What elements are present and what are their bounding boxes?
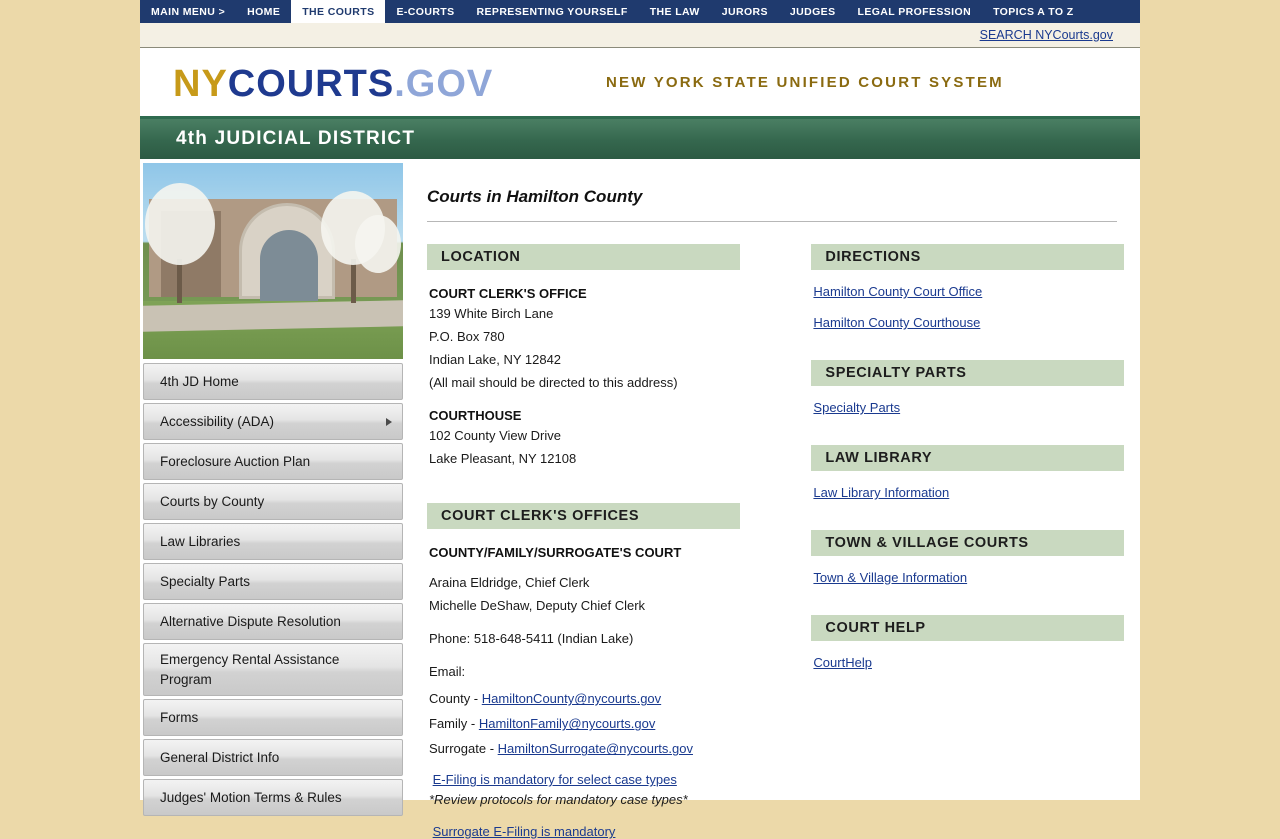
- deputy-chief-clerk-name: Michelle DeShaw, Deputy Chief Clerk: [429, 597, 646, 613]
- family-email-link[interactable]: HamiltonFamily@nycourts.gov: [478, 716, 656, 732]
- district-title: 4th JUDICIAL DISTRICT: [176, 128, 416, 149]
- sidebar-item-label: Alternative Dispute Resolution: [160, 613, 341, 629]
- efiling-note: *Review protocols for mandatory case types*: [429, 792, 688, 808]
- clerk-offices-court-label: COUNTY/FAMILY/SURROGATE'S COURT: [429, 545, 682, 561]
- town-village-information-link[interactable]: Town & Village Information: [813, 570, 968, 585]
- sidebar-item-label: Accessibility (ADA): [160, 413, 275, 429]
- law-library-link-row: [813, 484, 1125, 502]
- courthouse-address-line-1: 102 County View Drive: [429, 428, 561, 444]
- town-village-link-row: [813, 569, 1125, 587]
- clerk-phone: Phone: 518-648-5411 (Indian Lake): [429, 630, 634, 646]
- sidebar-item-label: Specialty Parts: [160, 573, 251, 589]
- surrogate-efiling-row: [429, 824, 775, 839]
- courthelp-link[interactable]: CourtHelp: [813, 655, 872, 670]
- photo-tree-far-right: [355, 215, 401, 273]
- directions-block: [811, 283, 1125, 332]
- sidebar-nav-list: [140, 363, 405, 816]
- left-column: [427, 244, 775, 839]
- specialty-parts-link[interactable]: Specialty Parts: [813, 400, 901, 415]
- sidebar: [140, 159, 405, 819]
- sidebar-item-label: Forms: [160, 709, 199, 725]
- photo-tree-trunk-left: [177, 259, 182, 303]
- court-help-link-row: [813, 654, 1125, 672]
- efiling-row: [429, 772, 775, 787]
- photo-tree-trunk-right: [351, 259, 356, 303]
- clerk-offices-section-header: COURT CLERK'S OFFICES: [427, 503, 740, 529]
- chevron-right-icon: [386, 418, 392, 426]
- specialty-parts-section-header: SPECIALTY PARTS: [811, 360, 1124, 386]
- logo-courts: COURTS: [227, 63, 395, 105]
- logo-gov: .GOV: [394, 63, 494, 105]
- clerk-address-line-1: 139 White Birch Lane: [429, 306, 554, 321]
- location-block: [427, 286, 775, 469]
- courthouse-address-line-2: Lake Pleasant, NY 12108: [429, 451, 577, 467]
- court-help-section-header: COURT HELP: [811, 615, 1124, 641]
- sidebar-item-label: Judges' Motion Terms & Rules: [160, 789, 342, 805]
- brand-band: [140, 48, 1140, 119]
- clerk-office-label: COURT CLERK'S OFFICE: [429, 286, 587, 301]
- surrogate-efiling-link[interactable]: Surrogate E-Filing is mandatory: [432, 824, 616, 839]
- page-title: Courts in Hamilton County: [427, 187, 643, 206]
- county-email-link[interactable]: HamiltonCounty@nycourts.gov: [481, 691, 662, 707]
- sidebar-item-label: Courts by County: [160, 493, 265, 509]
- sidebar-item-label: General District Info: [160, 749, 280, 765]
- efiling-mandatory-link[interactable]: E-Filing is mandatory for select case types: [432, 772, 677, 788]
- surrogate-email-row: [429, 741, 775, 756]
- photo-tree-left: [145, 183, 215, 265]
- directions-link-row: [813, 314, 1125, 332]
- specialty-parts-link-row: [813, 399, 1125, 417]
- county-email-row: [429, 691, 775, 706]
- family-email-row: [429, 716, 775, 731]
- sidebar-item-forms[interactable]: [143, 699, 403, 736]
- county-email-prefix: County -: [429, 691, 479, 707]
- sidebar-item-law-libraries[interactable]: [143, 523, 403, 560]
- top-navigation: [140, 0, 1140, 23]
- search-site-link[interactable]: SEARCH NYCourts.gov: [979, 28, 1113, 42]
- section-spacer: [811, 417, 1125, 445]
- district-bar: [140, 119, 1140, 159]
- clerk-address-line-3: Indian Lake, NY 12842: [429, 351, 562, 367]
- nav-item-representing-yourself[interactable]: REPRESENTING YOURSELF: [476, 5, 628, 18]
- hamilton-county-court-office-link[interactable]: Hamilton County Court Office: [813, 284, 983, 299]
- content-columns: [425, 244, 1125, 839]
- site-logo[interactable]: [173, 63, 493, 106]
- section-spacer: [811, 587, 1125, 615]
- nav-item-main-menu[interactable]: MAIN MENU >: [151, 5, 226, 18]
- sidebar-item-label: Law Libraries: [160, 533, 241, 549]
- sidebar-item-label: 4th JD Home: [160, 373, 239, 389]
- photo-walkway-shape: [143, 300, 403, 331]
- nav-item-legal-profession[interactable]: LEGAL PROFESSION: [857, 5, 972, 18]
- courthouse-label: COURTHOUSE: [429, 408, 522, 424]
- sidebar-item-judges-motion-terms-rules[interactable]: [143, 779, 403, 816]
- photo-arch-shape: [239, 203, 335, 299]
- sidebar-item-general-district-info[interactable]: [143, 739, 403, 776]
- logo-ny: NY: [173, 63, 228, 105]
- sidebar-item-label: Emergency Rental Assistance Program: [160, 652, 340, 687]
- surrogate-email-prefix: Surrogate -: [429, 741, 495, 757]
- right-column: [811, 244, 1125, 839]
- specialty-parts-block: [811, 399, 1125, 417]
- sidebar-item-label: Foreclosure Auction Plan: [160, 453, 311, 469]
- content-shell: [140, 159, 1140, 839]
- chief-clerk-name: Araina Eldridge, Chief Clerk: [429, 575, 590, 591]
- clerk-offices-block: [427, 545, 775, 839]
- site-tagline: NEW YORK STATE UNIFIED COURT SYSTEM: [606, 74, 1004, 91]
- email-label: Email:: [429, 663, 466, 679]
- location-section-header: LOCATION: [427, 244, 740, 270]
- sidebar-item-accessibility-ada[interactable]: [143, 403, 403, 440]
- directions-link-row: [813, 283, 1125, 301]
- sidebar-item-foreclosure-auction-plan[interactable]: [143, 443, 403, 480]
- nav-item-the-courts[interactable]: THE COURTS: [291, 0, 385, 23]
- sidebar-item-courts-by-county[interactable]: [143, 483, 403, 520]
- courthouse-photo: [143, 163, 403, 359]
- search-strip: [140, 23, 1140, 48]
- main-content: [425, 159, 1125, 839]
- nav-item-jurors[interactable]: JURORS: [721, 5, 768, 18]
- sidebar-item-alternative-dispute-resolution[interactable]: [143, 603, 403, 640]
- sidebar-item-emergency-rental-assistance-program[interactable]: [143, 643, 403, 696]
- family-email-prefix: Family -: [429, 716, 476, 732]
- section-spacer: [811, 502, 1125, 530]
- nav-item-the-law[interactable]: THE LAW: [649, 5, 700, 18]
- nav-item-topics-a-to-z[interactable]: TOPICS A TO Z: [993, 5, 1074, 18]
- nav-item-home[interactable]: HOME: [247, 5, 281, 18]
- clerk-address-line-2: P.O. Box 780: [429, 328, 505, 344]
- court-help-block: [811, 654, 1125, 672]
- clerk-address-note: (All mail should be directed to this address): [429, 374, 678, 390]
- nav-item-judges[interactable]: JUDGES: [789, 5, 836, 18]
- hamilton-county-courthouse-link[interactable]: Hamilton County Courthouse: [813, 315, 981, 330]
- law-library-block: [811, 484, 1125, 502]
- sidebar-item-4th-jd-home[interactable]: [143, 363, 403, 400]
- law-library-information-link[interactable]: Law Library Information: [813, 485, 950, 500]
- town-village-courts-section-header: TOWN & VILLAGE COURTS: [811, 530, 1124, 556]
- town-village-block: [811, 569, 1125, 587]
- surrogate-email-link[interactable]: HamiltonSurrogate@nycourts.gov: [497, 741, 693, 757]
- nav-item-e-courts[interactable]: E-COURTS: [396, 5, 455, 18]
- sidebar-item-specialty-parts[interactable]: [143, 563, 403, 600]
- section-spacer: [811, 332, 1125, 360]
- law-library-section-header: LAW LIBRARY: [811, 445, 1124, 471]
- directions-section-header: DIRECTIONS: [811, 244, 1124, 270]
- section-spacer: [427, 469, 775, 503]
- title-divider: [427, 221, 1117, 222]
